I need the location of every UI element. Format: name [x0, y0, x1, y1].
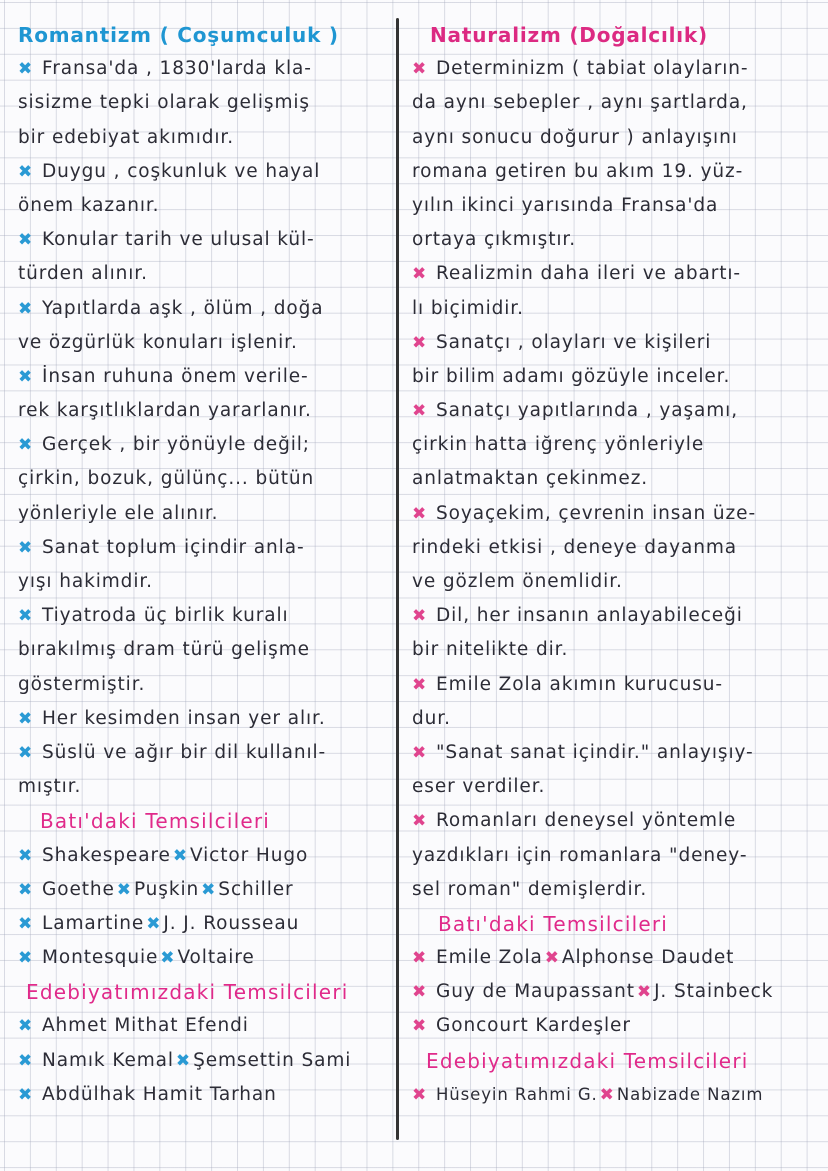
representatives-row: ✖ Goethe ✖ Puşkin ✖ Schiller — [18, 873, 390, 907]
bullet-x-icon: ✖ — [544, 948, 560, 969]
note-line: ✖ Sanatçı , olayları ve kişileri — [412, 326, 814, 360]
bullet-x-icon: ✖ — [18, 606, 34, 627]
bullet-x-icon: ✖ — [18, 435, 34, 456]
note-line: bırakılmış dram türü gelişme — [18, 639, 310, 661]
representatives-row: ✖ Abdülhak Hamit Tarhan — [18, 1078, 390, 1112]
note-line: ✖ Her kesimden insan yer alır. — [18, 702, 390, 736]
bullet-x-icon: ✖ — [412, 264, 428, 285]
bullet-x-icon: ✖ — [412, 811, 428, 832]
bullet-x-icon: ✖ — [412, 401, 428, 422]
note-line: ✖ Gerçek , bir yönüyle değil; — [18, 428, 390, 462]
note-line: önem kazanır. — [18, 194, 160, 216]
note-line: yönleriyle ele alınır. — [18, 502, 219, 524]
representatives-row: ✖ Emile Zola ✖ Alphonse Daudet — [412, 941, 814, 975]
note-line: türden alınır. — [18, 263, 148, 285]
representatives-row: ✖ Shakespeare ✖ Victor Hugo — [18, 839, 390, 873]
note-line: göstermiştir. — [18, 673, 146, 695]
representatives-row: ✖ Guy de Maupassant ✖ J. Stainbeck — [412, 975, 814, 1009]
representatives-row: ✖ Ahmet Mithat Efendi — [18, 1009, 390, 1043]
bullet-x-icon: ✖ — [160, 948, 176, 969]
note-line: rindeki etkisi , deneye dayanma — [412, 536, 738, 558]
representatives-row: ✖ Hüseyin Rahmi G. ✖ Nabizade Nazım — [412, 1078, 814, 1112]
note-line: ve gözlem önemlidir. — [412, 571, 623, 592]
note-line: çirkin hatta iğrenç yönleriyle — [412, 434, 705, 456]
bullet-x-icon: ✖ — [116, 879, 132, 900]
note-line: dur. — [412, 707, 451, 729]
bullet-x-icon: ✖ — [18, 708, 34, 729]
bullet-x-icon: ✖ — [172, 845, 188, 866]
note-line: ✖ İnsan ruhuna önem verile- — [18, 360, 390, 394]
bullet-x-icon: ✖ — [175, 1050, 192, 1071]
bullet-x-icon: ✖ — [599, 1084, 615, 1105]
bullet-x-icon: ✖ — [18, 1084, 34, 1105]
naturalism-title: Naturalizm (Doğalcılık) — [430, 23, 708, 47]
note-line: yılın ikinci yarısında Fransa'da — [412, 194, 719, 216]
bullet-x-icon: ✖ — [18, 948, 34, 969]
note-line: ✖ Emile Zola akımın kurucusu- — [412, 668, 814, 702]
note-line: aynı sonucu doğurur ) anlayışını — [412, 126, 738, 148]
note-line: sel roman" demişlerdir. — [412, 878, 648, 900]
note-line: ✖ Determinizm ( tabiat olayların- — [412, 52, 814, 86]
note-line: rek karşıtlıklardan yararlanır. — [18, 400, 312, 422]
bullet-x-icon: ✖ — [18, 1016, 34, 1037]
note-line: ✖ Sanatçı yapıtlarında , yaşamı, — [412, 394, 814, 428]
note-line: bir bilim adamı gözüyle inceler. — [412, 365, 731, 387]
note-line: eser verdiler. — [412, 776, 546, 798]
bullet-x-icon: ✖ — [412, 59, 428, 80]
note-line: çirkin, bozuk, gülünç... bütün — [18, 468, 315, 490]
bullet-x-icon: ✖ — [201, 879, 217, 900]
bullet-x-icon: ✖ — [18, 1050, 34, 1071]
note-line: romana getiren bu akım 19. yüz- — [412, 160, 744, 182]
bullet-x-icon: ✖ — [18, 742, 34, 763]
note-line: ✖ Yapıtlarda aşk , ölüm , doğa — [18, 292, 390, 326]
note-line: da aynı sebepler , aynı şartlarda, — [412, 92, 748, 114]
note-line: mıştır. — [18, 776, 82, 798]
note-line: ✖ "Sanat sanat içindir." anlayışıy- — [412, 736, 814, 770]
note-line: ✖ Realizmin daha ileri ve abartı- — [412, 257, 814, 291]
romanticism-column — [18, 18, 390, 1112]
column-divider — [396, 18, 399, 1140]
west-representatives-heading: Batı'daki Temsilcileri — [40, 809, 271, 834]
note-line: ve özgürlük konuları işlenir. — [18, 331, 298, 353]
note-line: ✖ Dil, her insanın anlayabileceği — [412, 599, 814, 633]
bullet-x-icon: ✖ — [412, 1084, 428, 1105]
turkish-representatives-heading: Edebiyatımızdaki Temsilcileri — [26, 980, 349, 1005]
note-line: ✖ Fransa'da , 1830'larda kla- — [18, 52, 390, 86]
bullet-x-icon: ✖ — [18, 366, 34, 387]
note-line: ortaya çıkmıştır. — [412, 229, 576, 251]
bullet-x-icon: ✖ — [18, 913, 34, 934]
representatives-row: ✖ Goncourt Kardeşler — [412, 1009, 814, 1043]
note-line: sisizme tepki olarak gelişmiş — [18, 92, 310, 114]
note-line: yışı hakimdir. — [18, 571, 153, 592]
note-line: ✖ Soyaçekim, çevrenin insan üze- — [412, 497, 814, 531]
romanticism-title: Romantizm ( Coşumculuk ) — [18, 23, 339, 47]
note-line: bir nitelikte dir. — [412, 639, 569, 661]
bullet-x-icon: ✖ — [636, 982, 653, 1003]
naturalism-column — [412, 18, 814, 1112]
note-line: bir edebiyat akımıdır. — [18, 126, 235, 148]
bullet-x-icon: ✖ — [412, 332, 428, 353]
note-line: ✖ Tiyatroda üç birlik kuralı — [18, 599, 390, 633]
note-line: ✖ Romanları deneysel yöntemle — [412, 804, 814, 838]
bullet-x-icon: ✖ — [18, 537, 34, 558]
bullet-x-icon: ✖ — [412, 606, 428, 627]
bullet-x-icon: ✖ — [18, 59, 34, 80]
note-line: yazdıkları için romanlara "deney- — [412, 844, 748, 866]
bullet-x-icon: ✖ — [146, 913, 162, 934]
note-line: anlatmaktan çekinmez. — [412, 468, 649, 490]
bullet-x-icon: ✖ — [18, 879, 34, 900]
bullet-x-icon: ✖ — [412, 982, 428, 1003]
note-line: ✖ Süslü ve ağır bir dil kullanıl- — [18, 736, 390, 770]
representatives-row: ✖ Namık Kemal ✖ Şemsettin Sami — [18, 1044, 390, 1078]
turkish-representatives-heading: Edebiyatımızdaki Temsilcileri — [426, 1048, 749, 1073]
note-line: lı biçimidir. — [412, 297, 524, 319]
bullet-x-icon: ✖ — [412, 1016, 428, 1037]
representatives-row: ✖ Lamartine ✖ J. J. Rousseau — [18, 907, 390, 941]
bullet-x-icon: ✖ — [18, 161, 34, 182]
note-line: ✖ Sanat toplum içindir anla- — [18, 531, 390, 565]
west-representatives-heading: Batı'daki Temsilcileri — [438, 911, 669, 936]
bullet-x-icon: ✖ — [412, 948, 428, 969]
bullet-x-icon: ✖ — [18, 230, 34, 251]
bullet-x-icon: ✖ — [412, 674, 428, 695]
bullet-x-icon: ✖ — [18, 845, 34, 866]
bullet-x-icon: ✖ — [412, 503, 428, 524]
bullet-x-icon: ✖ — [18, 298, 34, 319]
representatives-row: ✖ Montesquie ✖ Voltaire — [18, 941, 390, 975]
bullet-x-icon: ✖ — [412, 742, 428, 763]
note-line: ✖ Konular tarih ve ulusal kül- — [18, 223, 390, 257]
note-line: ✖ Duygu , coşkunluk ve hayal — [18, 155, 390, 189]
